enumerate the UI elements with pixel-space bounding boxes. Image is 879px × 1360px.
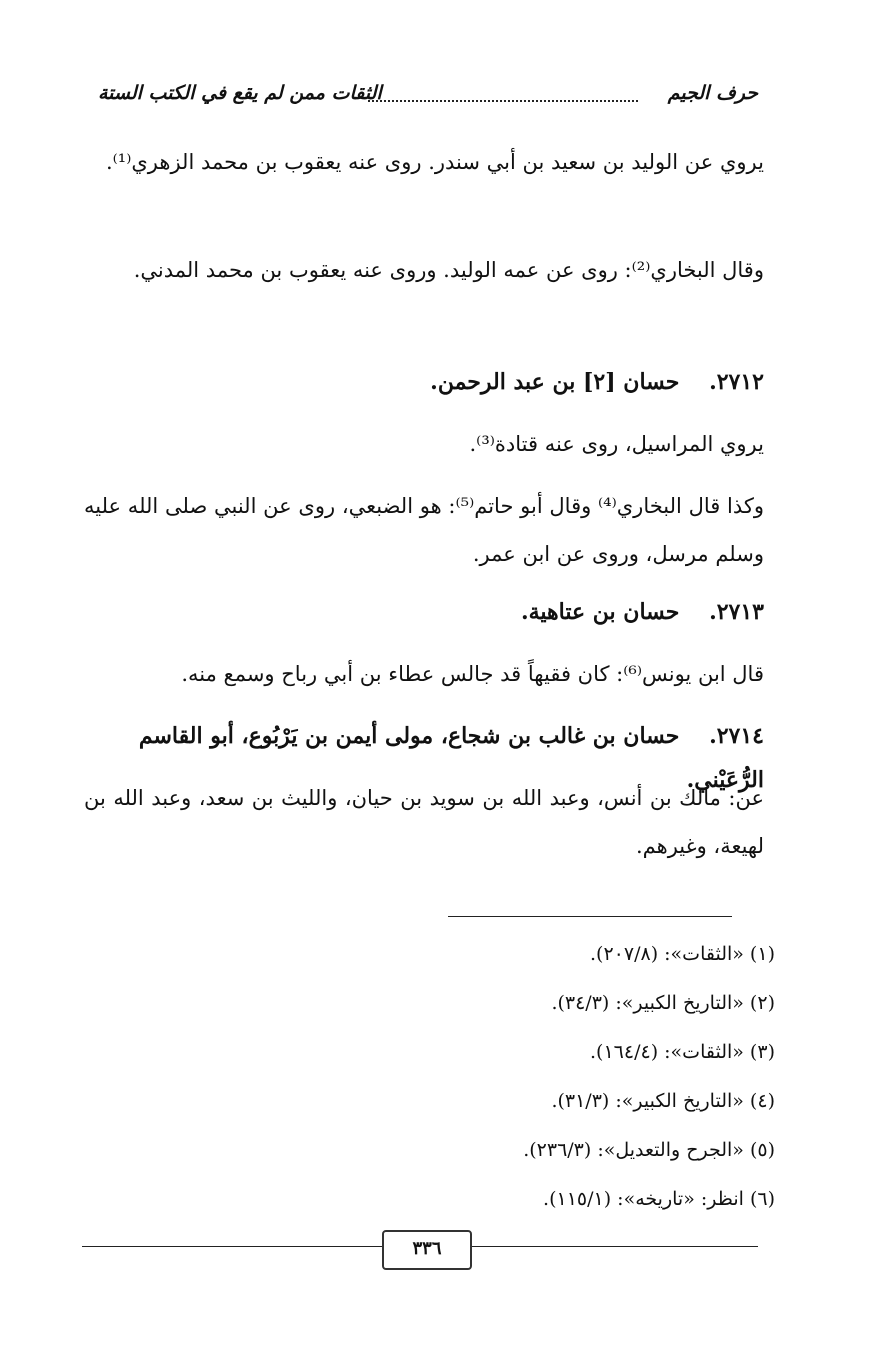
entry-number: ٢٧١٣. <box>709 599 764 625</box>
header-chapter: حرف الجيم <box>667 82 758 104</box>
paragraph: وكذا قال البخاري⁽⁴⁾ وقال أبو حاتم⁽⁵⁾: هو الضبعي، روى عن النبي صلى الله عليه وسلم مرسل، وروى عن ابن عمر. <box>84 494 764 566</box>
entry-name: حسان بن غالب بن شجاع، مولى أيمن بن يَرْبُوع، أبو القاسم الرُّعَيْني. <box>138 723 764 793</box>
footnotes <box>255 930 775 1224</box>
footnote: (١) «الثقات»: (٢٠٧/٨). <box>590 943 775 965</box>
footnote: (٦) انظر: «تاريخه»: (١١٥/١). <box>543 1188 775 1210</box>
entry-heading <box>84 590 764 634</box>
footnote: (٥) «الجرح والتعديل»: (٢٣٦/٣). <box>523 1139 775 1161</box>
footnote-separator <box>448 916 732 917</box>
footnote: (٣) «الثقات»: (١٦٤/٤). <box>590 1041 775 1063</box>
paragraph: يروي عن الوليد بن سعيد بن أبي سندر. روى عنه يعقوب بن محمد الزهري⁽¹⁾. <box>105 150 764 174</box>
entry-number: ٢٧١٢. <box>709 369 764 395</box>
paragraph: وقال البخاري⁽²⁾: روى عن عمه الوليد. وروى عنه يعقوب بن محمد المدني. <box>133 258 764 282</box>
footnote: (٤) «التاريخ الكبير»: (٣١/٣). <box>551 1090 775 1112</box>
paragraph: عن: مالك بن أنس، وعبد الله بن سويد بن حيان، والليث بن سعد، وعبد الله بن لهيعة، وغيرهم. <box>84 786 764 858</box>
entry-name: حسان [٢] بن عبد الرحمن. <box>430 369 680 395</box>
header-book-title: الثقات ممن لم يقع في الكتب الستة <box>98 82 382 104</box>
entry-number: ٢٧١٤. <box>709 723 764 749</box>
entry-heading <box>84 360 764 404</box>
paragraph: قال ابن يونس⁽⁶⁾: كان فقيهاً قد جالس عطاء بن أبي رباح وسمع منه. <box>181 662 764 686</box>
running-header <box>98 82 758 118</box>
entry-name: حسان بن عتاهية. <box>520 599 680 625</box>
footnote: (٢) «التاريخ الكبير»: (٣٤/٣). <box>551 992 775 1014</box>
header-dots <box>368 100 638 102</box>
page-number: ٣٣٦ <box>382 1230 472 1270</box>
paragraph: يروي المراسيل، روى عنه قتادة⁽³⁾. <box>469 432 764 456</box>
